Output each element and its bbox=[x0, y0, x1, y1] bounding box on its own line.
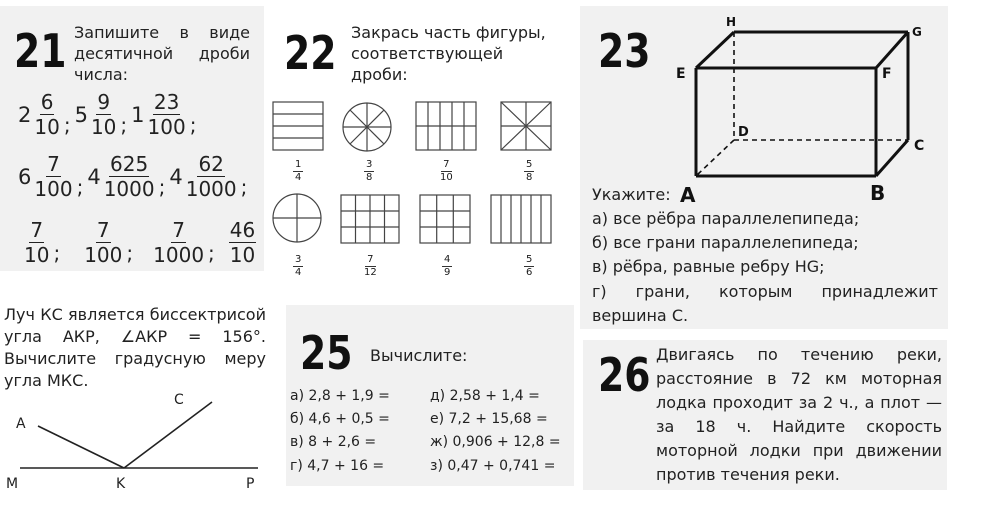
fraction-label: $\frac{7}{10}$ bbox=[440, 159, 453, 183]
figure-quarter-circle bbox=[273, 194, 321, 242]
task-21-row-2: 6 $\frac{7}{100}$ ; 4 $\frac{625}{1000}$ ; 4 $\frac{62}{1000}$ ; bbox=[18, 152, 248, 201]
task-23-item-b: б) все грани параллелепипеда; bbox=[592, 233, 859, 252]
task-21-number: 21 bbox=[14, 24, 67, 78]
fraction-label: $\frac{4}{9}$ bbox=[444, 254, 451, 278]
point-label-k: K bbox=[116, 476, 126, 492]
task-25-right-2: е) 7,2 + 15,68 = bbox=[430, 411, 548, 427]
fraction-label: $\frac{3}{4}$ bbox=[295, 254, 302, 278]
task-23-item-d: г) грани, которым принадлежит вершина С. bbox=[592, 282, 938, 325]
task-21-text: Запишите в виде десятичной дроби числа: bbox=[74, 23, 250, 84]
task-25-title: Вычислите: bbox=[370, 346, 468, 365]
fraction-label: $\frac{3}{8}$ bbox=[366, 159, 373, 183]
vertex-label-c: C bbox=[914, 138, 925, 154]
task-22-number: 22 bbox=[284, 26, 337, 80]
figure-sixths-rect bbox=[491, 195, 551, 243]
figure-quarter-rect bbox=[273, 102, 323, 150]
task-23-number: 23 bbox=[598, 24, 651, 78]
task-26-number: 26 bbox=[598, 348, 651, 402]
vertex-label-h: H bbox=[726, 15, 737, 29]
vertex-label-b: B bbox=[870, 181, 886, 202]
task-25-right-3: ж) 0,906 + 12,8 = bbox=[430, 434, 561, 450]
point-label-c: C bbox=[174, 392, 184, 408]
task-25-left-1: а) 2,8 + 1,9 = bbox=[290, 388, 390, 404]
fraction-label: $\frac{1}{4}$ bbox=[295, 159, 302, 183]
task-25-right-1: д) 2,58 + 1,4 = bbox=[430, 388, 540, 404]
vertex-label-a: A bbox=[680, 183, 696, 202]
figure-eighths-square bbox=[501, 102, 551, 150]
figure-tenths-rect bbox=[416, 102, 476, 150]
point-label-a: A bbox=[16, 416, 26, 432]
task-25-number: 25 bbox=[300, 326, 353, 380]
task-21-row-1: 2 $\frac{6}{10}$ ; 5 $\frac{9}{10}$ ; 1 $\frac{23}{100}$ ; bbox=[18, 90, 197, 139]
task-22-figures bbox=[265, 97, 565, 277]
vertex-label-g: G bbox=[912, 25, 922, 39]
task-26-text: Двигаясь по течению реки, расстояние в 72 км моторная лодка проходит за 2 ч., а плот — за 18 ч. Найдите скорость моторной лодки при движении против течения реки. bbox=[656, 345, 942, 484]
task-25-left-4: г) 4,7 + 16 = bbox=[290, 458, 385, 474]
task-24-text: Луч КС является биссектрисой угла АКР, ∠АКР = 156°. Вычислите градусную меру угла МКС. bbox=[4, 305, 266, 390]
point-label-p: P bbox=[246, 476, 255, 492]
task-25-left-2: б) 4,6 + 0,5 = bbox=[290, 411, 390, 427]
figure-ninths-rect bbox=[420, 195, 470, 243]
task-23-item-c: в) рёбра, равные ребру HG; bbox=[592, 257, 825, 276]
angle-diagram bbox=[0, 392, 270, 502]
parallelepiped-diagram bbox=[660, 12, 960, 202]
task-22-text: Закрась часть фигуры, соответствующей дроби: bbox=[351, 23, 546, 84]
task-23-prompt: Укажите: bbox=[592, 185, 671, 204]
fraction-label: $\frac{5}{8}$ bbox=[526, 159, 533, 183]
point-label-m: M bbox=[6, 476, 19, 492]
vertex-label-d: D bbox=[738, 125, 749, 140]
figure-twelfths-rect bbox=[341, 195, 399, 243]
task-25-left-3: в) 8 + 2,6 = bbox=[290, 434, 377, 450]
figure-eighths-circle bbox=[343, 103, 391, 151]
fraction-label: $\frac{7}{12}$ bbox=[364, 254, 377, 278]
vertex-label-e: E bbox=[676, 66, 686, 82]
vertex-label-f: F bbox=[882, 66, 892, 82]
task-21-row-3: $\frac{7}{10}$ ; $\frac{7}{100}$ ; $\frac{7}{1000}$ ; $\frac{46}{10}$ bbox=[24, 218, 256, 267]
task-23-item-a: а) все рёбра параллелепипеда; bbox=[592, 209, 860, 228]
task-25-right-4: з) 0,47 + 0,741 = bbox=[430, 458, 556, 474]
fraction-label: $\frac{5}{6}$ bbox=[526, 254, 533, 278]
